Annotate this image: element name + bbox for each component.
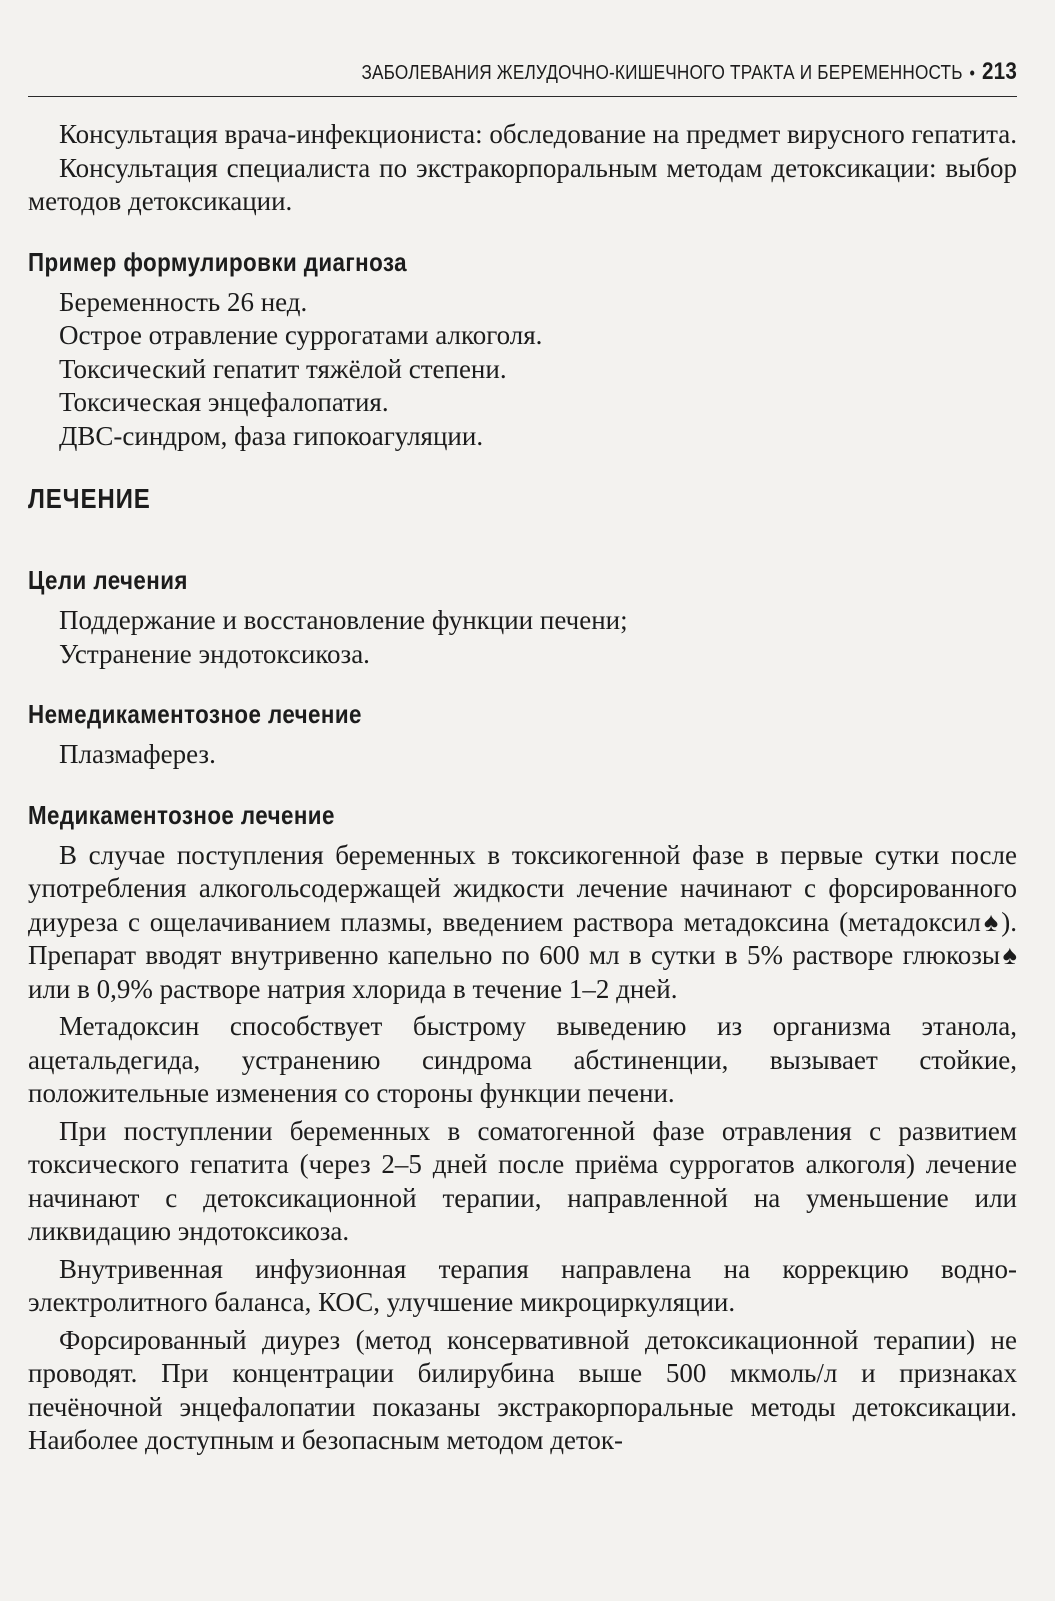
bullet-icon: •	[969, 63, 976, 83]
diagnosis-list	[59, 286, 1017, 454]
diagnosis-example-heading: Пример формулировки диагноза	[28, 246, 408, 277]
non-drug-item: Плазмаферез.	[59, 739, 216, 769]
drug-paragraph: Форсированный диурез (метод консервативной детоксикационной терапии) не проводят. При концентрации билирубина выше 500 мкмоль/л и признаках печёночной энцефалопатии показаны экстракорпоральные методы детоксикации. Наиболее доступным и безопасным методом деток-	[28, 1324, 1017, 1455]
running-header	[168, 58, 1017, 86]
drug-paragraph: Метадоксин способствует быстрому выведению из организма этанола, ацетальдегида, устранению синдрома абстиненции, вызывает стойкие, положительные изменения со стороны функции печени.	[28, 1011, 1017, 1108]
intro-paragraph: Консультация специалиста по экстракорпоральным методам детоксикации: выбор методов детоксикации.	[28, 152, 1017, 216]
goal-item: Устранение эндотоксикоза.	[59, 638, 370, 669]
non-drug-heading: Немедикаментозное лечение	[28, 699, 362, 729]
intro-paragraph: Консультация врача-инфекциониста: обследование на предмет вирусного гепатита.	[59, 119, 1017, 149]
treatment-heading: ЛЕЧЕНИЕ	[28, 483, 151, 514]
drug-paragraph: Внутривенная инфузионная терапия направлена на коррекцию водно-электролитного баланса, КОС, улучшение микроциркуляции.	[28, 1253, 1017, 1317]
diagnosis-item: ДВС-синдром, фаза гипокоагуляции.	[59, 420, 484, 451]
drug-paragraph: При поступлении беременных в соматогенной фазе отравления с развитием токсического гепатита (через 2–5 дней после приёма суррогатов алкоголя) лечение начинают с детоксикационной терапии, направленной на уменьшение или ликвидацию эндотоксикоза.	[28, 1115, 1017, 1246]
non-drug-list	[59, 738, 1017, 772]
diagnosis-item: Токсическая энцефалопатия.	[59, 387, 389, 417]
diagnosis-item: Беременность 26 нед.	[59, 286, 308, 317]
header-rule	[28, 96, 1017, 97]
diagnosis-item: Острое отравление суррогатами алкоголя.	[59, 320, 543, 350]
page-body	[28, 118, 1017, 1458]
page-number: 213	[982, 58, 1017, 85]
goals-heading: Цели лечения	[28, 565, 188, 595]
goals-list	[59, 604, 1017, 671]
goal-item: Поддержание и восстановление функции печени;	[59, 605, 628, 635]
drug-paragraph: В случае поступления беременных в токсикогенной фазе в первые сутки после употребления алкогольсодержащей жидкости лечение начинают с форсированного диуреза с ощелачиванием плазмы, введением раствора метадоксина (метадоксил♠). Препарат вводят внутривенно капельно по 600 мл в сутки в 5% растворе глюкозы♠ или в 0,9% растворе натрия хлорида в течение 1–2 дней.	[28, 839, 1017, 1004]
running-header-title: ЗАБОЛЕВАНИЯ ЖЕЛУДОЧНО-КИШЕЧНОГО ТРАКТА И БЕРЕМЕННОСТЬ	[361, 62, 963, 84]
diagnosis-item: Токсический гепатит тяжёлой степени.	[59, 353, 507, 384]
drug-heading: Медикаментозное лечение	[28, 799, 335, 830]
